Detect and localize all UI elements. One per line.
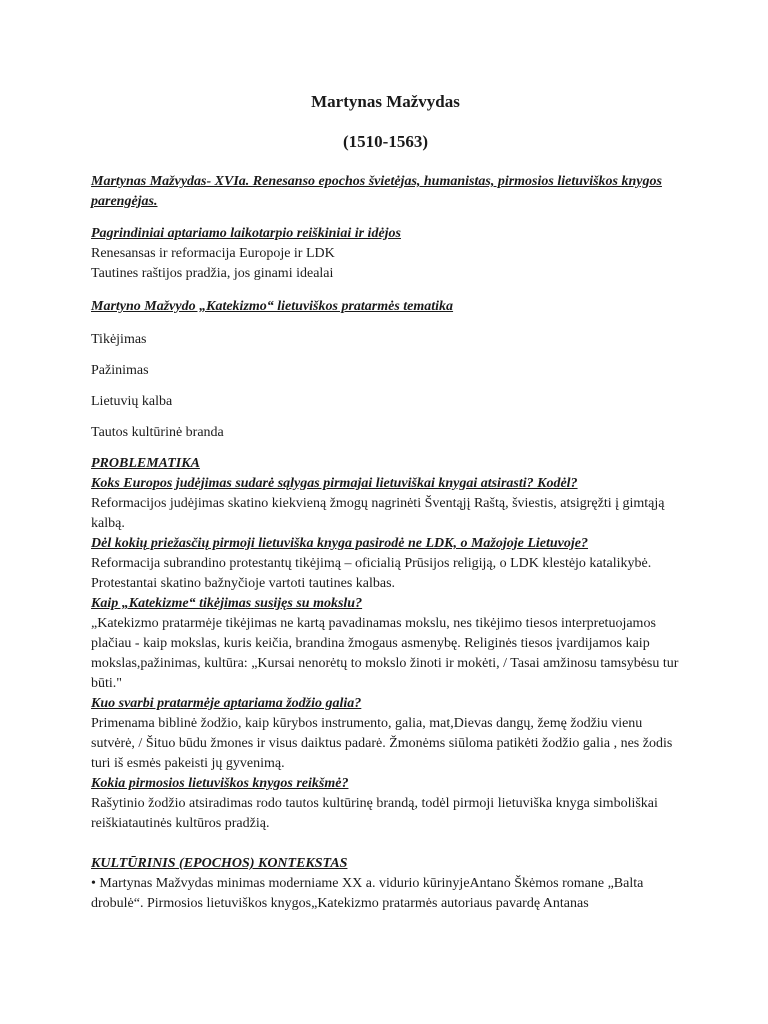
question: Dėl kokių priežasčių pirmoji lietuviška knyga pasirodė ne LDK, o Mažojoje Lietuvoje? — [91, 536, 588, 551]
page-title: Martynas Mažvydas — [311, 92, 460, 111]
answer: Rašytinio žodžio atsiradimas rodo tautos kultūrinę brandą, todėl pirmoji lietuviška knyga simboliškai reiškiatautinės kultūros pradžią. — [91, 796, 658, 831]
question: Koks Europos judėjimas sudarė sąlygas pirmajai lietuviškai knygai atsirasti? Kodėl? — [91, 476, 578, 491]
intro-heading: Martynas Mažvydas- XVIa. Renesanso epochos švietėjas, humanistas, pirmosios lietuviškos knygos parengėjas. — [91, 174, 662, 209]
page-subtitle-years: (1510-1563) — [343, 132, 428, 151]
section-line: Tautines raštijos pradžia, jos ginami idealai — [91, 266, 334, 281]
section-line: Renesansas ir reformacija Europoje ir LDK — [91, 246, 335, 261]
question: Kaip „Katekizme“ tikėjimas susijęs su mokslu? — [91, 596, 363, 611]
theme-item: Tautos kultūrinė branda — [91, 425, 224, 440]
question: Kuo svarbi pratarmėje aptariama žodžio galia? — [91, 696, 362, 711]
section-heading-themes: Martyno Mažvydo „Katekizmo“ lietuviškos pratarmės tematika — [91, 299, 454, 314]
section-heading-problematika: PROBLEMATIKA — [91, 456, 200, 471]
section-heading-kultura: KULTŪRINIS (EPOCHOS) KONTEKSTAS — [91, 856, 348, 871]
theme-item: Pažinimas — [91, 363, 149, 378]
theme-item: Tikėjimas — [91, 332, 147, 347]
kultura-text: • Martynas Mažvydas minimas moderniame XX a. vidurio kūrinyjeAntano Škėmos romane „Balta drobulė“. Pirmosios lietuviškos knygos„Katekizmo pratarmės autoriaus pavardę Antanas — [91, 876, 644, 911]
question: Kokia pirmosios lietuviškos knygos reikšmė? — [91, 776, 349, 791]
answer: Reformacijos judėjimas skatino kiekvieną žmogų nagrinėti Šventąjį Raštą, šviestis, atsigręžti į gimtąją kalbą. — [91, 496, 665, 531]
answer: Reformacija subrandino protestantų tikėjimą – oficialią Prūsijos religiją, o LDK klestėjo katalikybė. Protestantai skatino bažnyčioje vartoti tautines kalbas. — [91, 556, 652, 591]
theme-item: Lietuvių kalba — [91, 394, 173, 409]
section-heading-ideas: Pagrindiniai aptariamo laikotarpio reiškiniai ir idėjos — [91, 226, 401, 241]
answer: „Katekizmo pratarmėje tikėjimas ne kartą pavadinamas mokslu, nes tikėjimo tiesos interpretuojamos plačiau - kaip mokslas, kuris keičia, brandina žmogaus asmenybę. Religinės tiesos įvardijamos kaip mokslas,pažinimas, kultūra: „Kursai nenorėtų to mokslo žinoti ir mokėti, / Tasai amžinosu tamsybėsu tur būti." — [91, 616, 679, 691]
answer: Primenama biblinė žodžio, kaip kūrybos instrumento, galia, mat,Dievas dangų, žemę žodžiu vienu sutvėrė, / Šituo būdu žmones ir visus daiktus padarė. Žmonėms siūloma patikėti žodžio galia , nes žodis turi iš esmės pakeisti jų gyvenimą. — [91, 716, 673, 771]
